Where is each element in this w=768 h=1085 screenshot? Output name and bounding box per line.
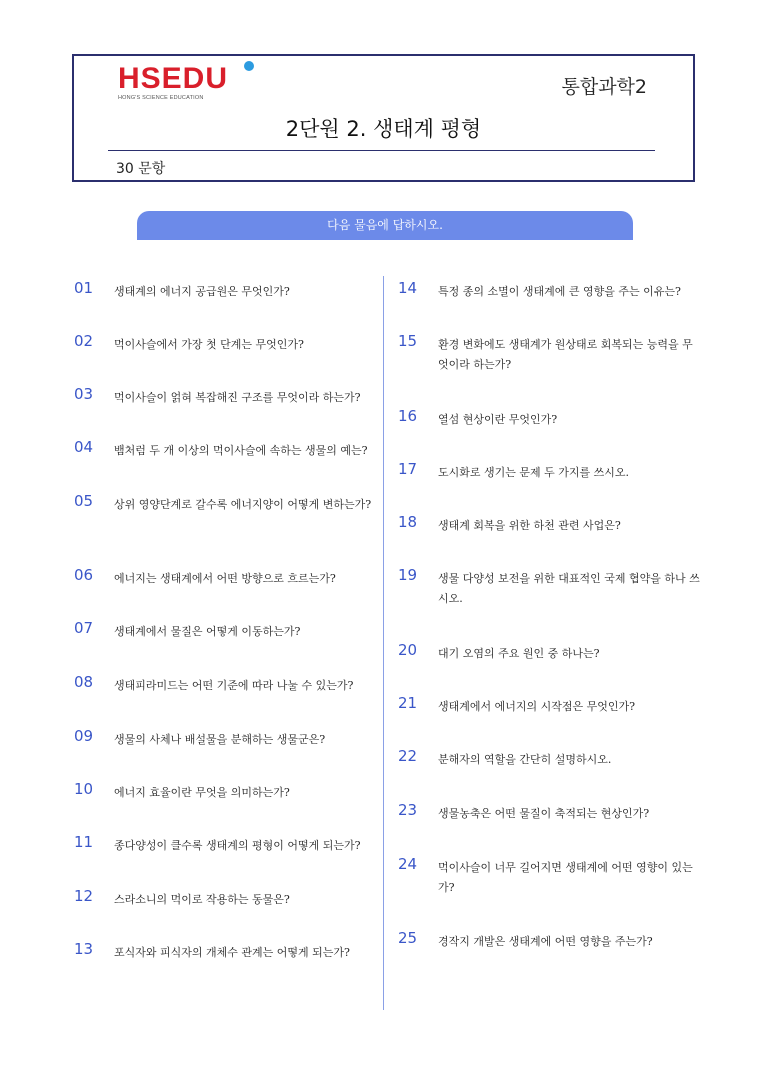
logo-dot-icon [244, 61, 254, 71]
question-text: 에너지 효율이란 무엇을 의미하는가? [114, 786, 290, 799]
question-number: 11 [74, 833, 94, 851]
question-number: 23 [398, 801, 418, 819]
question-number: 18 [398, 513, 418, 531]
question-number: 14 [398, 279, 418, 297]
question-text: 생태계에서 물질은 어떻게 이동하는가? [114, 625, 301, 638]
question-count: 30 문항 [116, 161, 166, 177]
question-number: 24 [398, 855, 418, 873]
question-text: 열섬 현상이란 무엇인가? [438, 413, 558, 426]
question-text: 먹이사슬이 너무 길어지면 생태계에 어떤 영향이 있는가? [438, 861, 693, 894]
question-number: 19 [398, 566, 418, 584]
question-text: 특정 종의 소멸이 생태계에 큰 영향을 주는 이유는? [438, 285, 681, 298]
page-title: 2단원 2. 생태계 평형 [285, 117, 482, 141]
question-text: 생태계 회복을 위한 하천 관련 사업은? [438, 519, 621, 532]
question-number: 17 [398, 460, 418, 478]
question-text: 에너지는 생태계에서 어떤 방향으로 흐르는가? [114, 572, 336, 585]
question-text: 생태계에서 에너지의 시작점은 무엇인가? [438, 700, 636, 713]
question-number: 20 [398, 641, 418, 659]
question-text: 뱀처럼 두 개 이상의 먹이사슬에 속하는 생물의 예는? [114, 444, 368, 457]
question-number: 15 [398, 332, 418, 350]
question-number: 08 [74, 673, 94, 691]
question-number: 25 [398, 929, 418, 947]
question-number: 04 [74, 438, 94, 456]
question-text: 상위 영양단계로 갈수록 에너지양이 어떻게 변하는가? [114, 498, 372, 511]
question-number: 03 [74, 385, 94, 403]
logo-subtitle: HONG'S SCIENCE EDUCATION [118, 95, 204, 101]
question-text: 먹이사슬에서 가장 첫 단계는 무엇인가? [114, 338, 304, 351]
question-number: 06 [74, 566, 94, 584]
question-number: 05 [74, 492, 94, 510]
question-text: 종다양성이 클수록 생태계의 평형이 어떻게 되는가? [114, 839, 361, 852]
question-number: 09 [74, 727, 94, 745]
question-number: 13 [74, 940, 94, 958]
column-divider [383, 276, 384, 1010]
question-number: 01 [74, 279, 94, 297]
question-text: 분해자의 역할을 간단히 설명하시오. [438, 753, 612, 766]
hsedu-logo [118, 64, 228, 101]
question-number: 10 [74, 780, 94, 798]
subject-title: 통합과학2 [561, 76, 647, 98]
question-text: 생태계의 에너지 공급원은 무엇인가? [114, 285, 290, 298]
question-text: 생물의 사체나 배설물을 분해하는 생물군은? [114, 733, 326, 746]
question-text: 대기 오염의 주요 원인 중 하나는? [438, 647, 600, 660]
question-text: 생태피라미드는 어떤 기준에 따라 나눌 수 있는가? [114, 679, 354, 692]
title-underline [108, 150, 655, 151]
question-text: 포식자와 피식자의 개체수 관계는 어떻게 되는가? [114, 946, 350, 959]
header-box [72, 54, 695, 182]
question-text: 생물농축은 어떤 물질이 축적되는 현상인가? [438, 807, 650, 820]
question-number: 16 [398, 407, 418, 425]
question-text: 생물 다양성 보전을 위한 대표적인 국제 협약을 하나 쓰시오. [438, 572, 700, 605]
question-number: 22 [398, 747, 418, 765]
question-text: 도시화로 생기는 문제 두 가지를 쓰시오. [438, 466, 629, 479]
question-number: 07 [74, 619, 94, 637]
question-number: 12 [74, 887, 94, 905]
question-number: 02 [74, 332, 94, 350]
question-number: 21 [398, 694, 418, 712]
logo-text: HSEDU [118, 62, 229, 95]
question-text: 스라소니의 먹이로 작용하는 동물은? [114, 893, 290, 906]
question-text: 경작지 개발은 생태계에 어떤 영향을 주는가? [438, 935, 653, 948]
instruction-banner: 다음 물음에 답하시오. [137, 211, 633, 240]
question-text: 환경 변화에도 생태계가 원상태로 회복되는 능력을 무엇이라 하는가? [438, 338, 693, 371]
question-text: 먹이사슬이 얽혀 복잡해진 구조를 무엇이라 하는가? [114, 391, 361, 404]
